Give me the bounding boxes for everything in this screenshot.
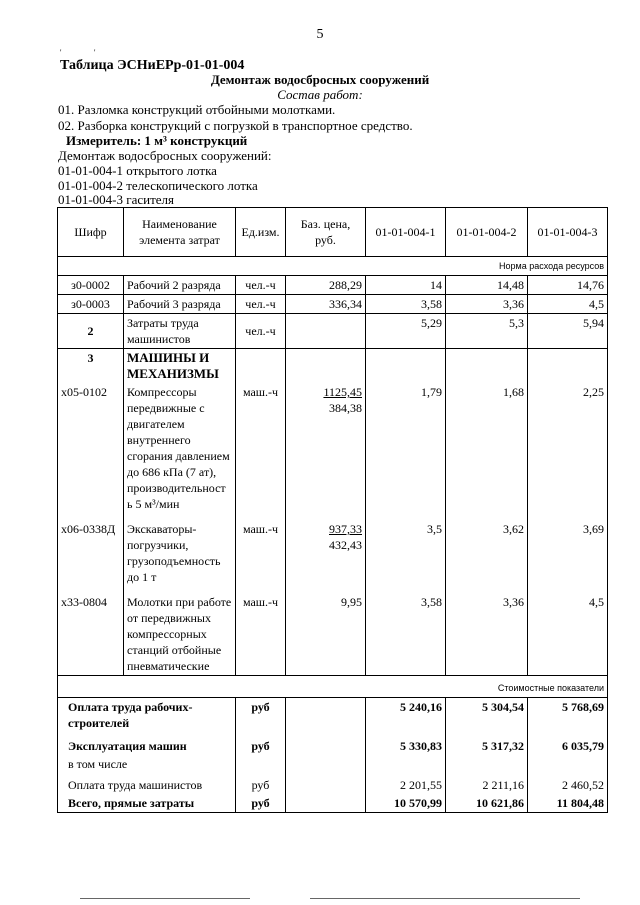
cost-value: 5 768,69 [528,698,608,733]
variant-item: 01-01-004-2 телескопического лотка [58,178,258,193]
cell-price [286,383,366,513]
cell-value: 4,5 [528,295,608,314]
cell-unit: маш.-ч [236,586,286,676]
table-row [58,383,608,513]
cost-value: 2 201,55 [366,773,446,794]
cost-row [58,755,608,773]
cost-value: 10 570,99 [366,794,446,813]
cell-value: 1,68 [446,383,528,513]
cell-unit [236,349,286,384]
measure-unit: Измеритель: 1 м³ конструкций [66,133,248,148]
cell-value: 14,48 [446,276,528,295]
header-col1: 01-01-004-1 [366,208,446,257]
norm-label-row [58,257,608,276]
cell-name: Рабочий 2 разряда [124,276,236,295]
cell-value: 3,36 [446,295,528,314]
cell-value: 5,94 [528,314,608,349]
tick-mark: ' [94,48,96,57]
cost-name: Всего, прямые затраты [58,794,236,813]
price-secondary: 384,38 [329,401,362,415]
price-base: 1125,45 [323,385,362,399]
cost-value: 6 035,79 [528,732,608,755]
cost-name: в том числе [58,755,236,773]
cost-row [58,698,608,733]
cost-name: Оплата труда машинистов [58,773,236,794]
cell-code: 2 [58,314,124,349]
cell-value: 5,3 [446,314,528,349]
variant-item: 01-01-004-1 открытого лотка [58,163,217,178]
cost-unit: руб [236,698,286,733]
intro-text: Демонтаж водосбросных сооружений: [58,148,272,163]
cost-value: 5 330,83 [366,732,446,755]
cost-value [446,755,528,773]
cell-value: 3,36 [446,586,528,676]
table-row [58,276,608,295]
cell-name: Затраты труда машинистов [124,314,236,349]
cost-unit [236,755,286,773]
cell-code: х33-0804 [58,586,124,676]
cost-name: Оплата труда рабочих-строителей [58,698,236,733]
cell-value: 3,5 [366,513,446,586]
cell-value: 4,5 [528,586,608,676]
cost-unit: руб [236,794,286,813]
cost-unit: руб [236,773,286,794]
cell-price: 288,29 [286,276,366,295]
cost-row [58,794,608,813]
cell-unit: чел.-ч [236,295,286,314]
cell-value: 3,58 [366,586,446,676]
cost-value: 5 304,54 [446,698,528,733]
tick-mark: ' [60,48,62,57]
cost-value: 5 317,32 [446,732,528,755]
table-header-row [58,208,608,257]
cell-value: 5,29 [366,314,446,349]
price-base: 937,33 [329,522,362,536]
cell-value: 2,25 [528,383,608,513]
cost-value: 5 240,16 [366,698,446,733]
cell-value: 14 [366,276,446,295]
cell-code: 3 [58,349,124,384]
cell-name: Молотки при работе от передвижных компрессорных станций отбойные пневматические [124,586,236,676]
norm-label: Норма расхода ресурсов [58,257,608,276]
cell-unit: маш.-ч [236,383,286,513]
cost-empty [286,698,366,733]
cost-row [58,732,608,755]
price-secondary: 432,43 [329,538,362,552]
cost-name: Эксплуатация машин [58,732,236,755]
cost-value: 11 804,48 [528,794,608,813]
header-col3: 01-01-004-3 [528,208,608,257]
cell-value: 3,58 [366,295,446,314]
cell-name: Компрессоры передвижные с двигателем внутреннего сгорания давлением до 686 кПа (7 ат), производительност ь 5 м³/мин [124,383,236,513]
cost-empty [286,755,366,773]
header-col2: 01-01-004-2 [446,208,528,257]
header-name: Наименование элемента затрат [124,208,236,257]
cost-empty [286,794,366,813]
cost-value [366,755,446,773]
cell-price [286,349,366,384]
section-subtitle: Демонтаж водосбросных сооружений [210,72,430,87]
cost-empty [286,732,366,755]
cell-name: Экскаваторы-погрузчики, грузоподъемность до 1 т [124,513,236,586]
table-row [58,349,608,384]
cell-value [528,349,608,384]
cost-value [528,755,608,773]
table-row [58,513,608,586]
cost-empty [286,773,366,794]
cost-unit: руб [236,732,286,755]
cell-value: 3,69 [528,513,608,586]
header-unit: Ед.изм. [236,208,286,257]
cost-value: 2 211,16 [446,773,528,794]
cell-unit: маш.-ч [236,513,286,586]
cell-price: 336,34 [286,295,366,314]
header-code: Шифр [58,208,124,257]
cost-value: 2 460,52 [528,773,608,794]
cell-unit: чел.-ч [236,276,286,295]
cost-row [58,773,608,794]
table-row [58,295,608,314]
cell-value: 3,62 [446,513,528,586]
table-title: Таблица ЭСНиЕРр-01-01-004 [60,58,245,73]
cell-value [446,349,528,384]
cell-value: 1,79 [366,383,446,513]
cell-code: х05-0102 [58,383,124,513]
section-title: МАШИНЫ И МЕХАНИЗМЫ [124,349,236,384]
footer-divider [80,898,250,899]
cell-value: 14,76 [528,276,608,295]
resource-table [57,207,608,813]
cell-price [286,314,366,349]
cost-label: Стоимостные показатели [58,676,608,698]
page-number: 5 [316,27,324,42]
works-label: Состав работ: [277,87,363,102]
cell-value [366,349,446,384]
table-row [58,586,608,676]
cell-price [286,513,366,586]
cell-unit: чел.-ч [236,314,286,349]
table-row [58,314,608,349]
variant-item: 01-01-004-3 гасителя [58,192,174,207]
work-item: 01. Разломка конструкций отбойными молотками. [58,102,336,117]
header-price: Баз. цена, руб. [286,208,366,257]
work-item: 02. Разборка конструкций с погрузкой в транспортное средство. [58,118,413,133]
cell-name: Рабочий 3 разряда [124,295,236,314]
cell-price: 9,95 [286,586,366,676]
cost-label-row [58,676,608,698]
cell-code: з0-0003 [58,295,124,314]
cost-value: 10 621,86 [446,794,528,813]
cell-code: х06-0338Д [58,513,124,586]
footer-divider [310,898,580,899]
cell-code: з0-0002 [58,276,124,295]
